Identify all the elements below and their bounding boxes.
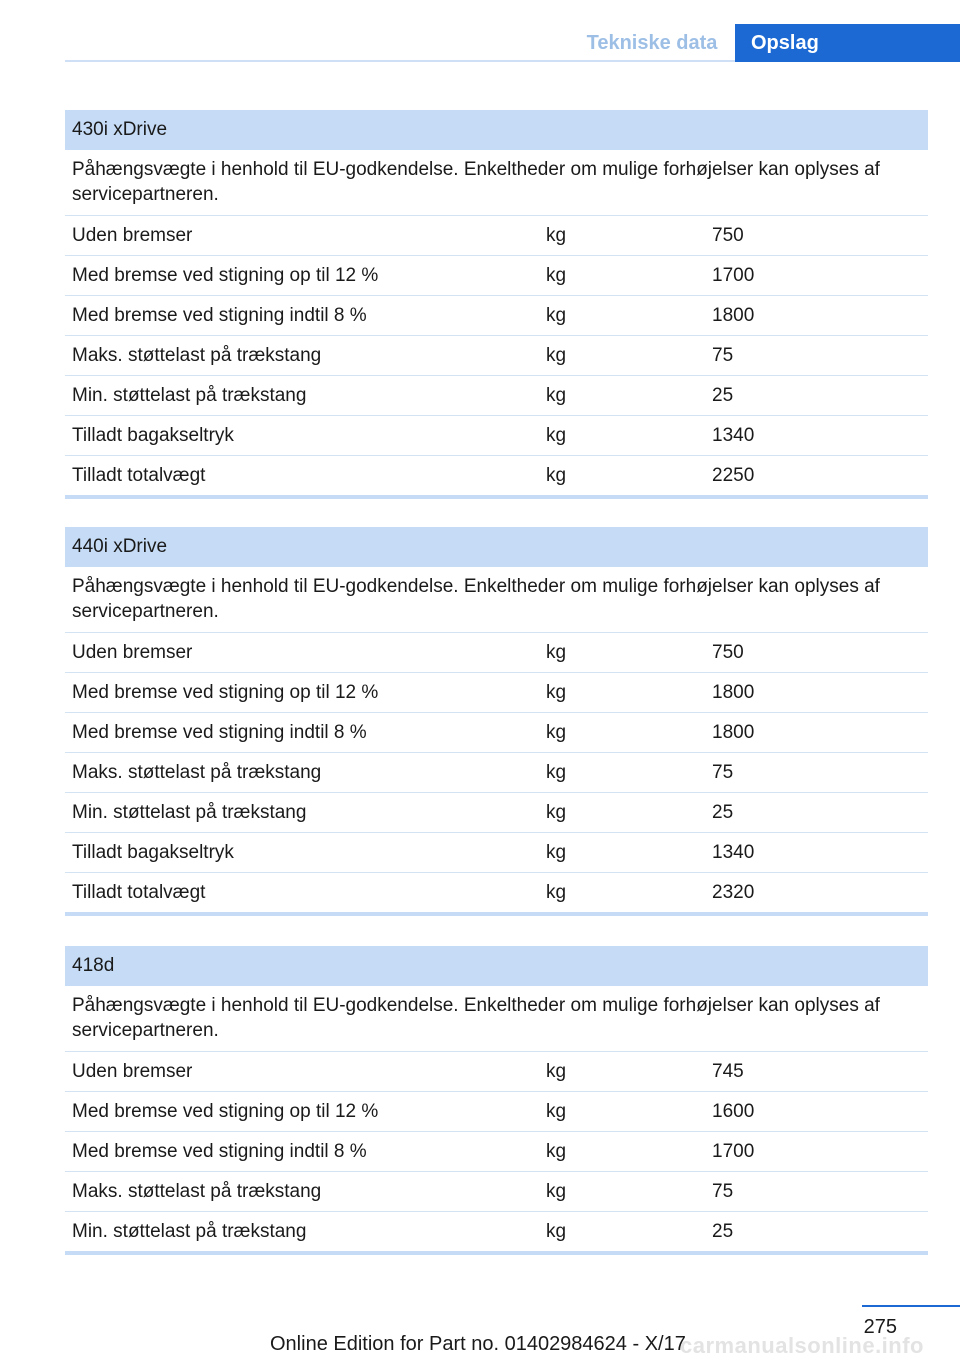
row-label: Uden bremser <box>72 224 193 246</box>
row-label: Med bremse ved stigning op til 12 % <box>72 681 379 703</box>
row-value: 1340 <box>712 841 755 863</box>
row-value: 1340 <box>712 424 755 446</box>
row-value: 1800 <box>712 721 755 743</box>
row-label: Tilladt totalvægt <box>72 881 206 903</box>
spec-table-430i <box>65 110 928 499</box>
row-label: Tilladt bagakseltryk <box>72 424 234 446</box>
table-row <box>65 296 928 336</box>
row-unit: kg <box>546 1060 567 1082</box>
row-unit: kg <box>546 641 567 663</box>
table-row <box>65 1092 928 1132</box>
row-value: 25 <box>712 1220 734 1242</box>
table-row <box>65 713 928 753</box>
table-model-heading: 418d <box>65 946 928 986</box>
row-label: Med bremse ved stigning op til 12 % <box>72 1100 379 1122</box>
row-value: 1700 <box>712 264 755 286</box>
row-unit: kg <box>546 384 567 406</box>
row-unit: kg <box>546 1140 567 1162</box>
row-unit: kg <box>546 224 567 246</box>
row-label: Uden bremser <box>72 641 193 663</box>
table-row <box>65 633 928 673</box>
table-row <box>65 336 928 376</box>
row-value: 1800 <box>712 681 755 703</box>
table-row <box>65 1132 928 1172</box>
table-row <box>65 793 928 833</box>
row-label: Maks. støttelast på trækstang <box>72 344 322 366</box>
row-label: Tilladt bagakseltryk <box>72 841 234 863</box>
row-unit: kg <box>546 464 567 486</box>
row-value: 75 <box>712 1180 734 1202</box>
row-label: Min. støttelast på trækstang <box>72 1220 307 1242</box>
row-label: Tilladt totalvægt <box>72 464 206 486</box>
table-row <box>65 833 928 873</box>
row-value: 750 <box>712 641 744 663</box>
row-label: Uden bremser <box>72 1060 193 1082</box>
table-row <box>65 416 928 456</box>
table-note: Påhængsvægte i henhold til EU-godkendelse. Enkeltheder om mulige forhøjelser kan oplyses af servicepartneren. <box>65 986 928 1052</box>
table-note: Påhængsvægte i henhold til EU-godkendelse. Enkeltheder om mulige forhøjelser kan oplyses af servicepartneren. <box>65 150 928 216</box>
page-number: 275 <box>863 1316 897 1338</box>
row-unit: kg <box>546 1180 567 1202</box>
row-label: Med bremse ved stigning indtil 8 % <box>72 304 367 326</box>
spec-table-440i <box>65 527 928 916</box>
row-unit: kg <box>546 1220 567 1242</box>
table-row <box>65 1052 928 1092</box>
table-row <box>65 1212 928 1255</box>
row-label: Med bremse ved stigning op til 12 % <box>72 264 379 286</box>
row-label: Maks. støttelast på trækstang <box>72 1180 322 1202</box>
table-row <box>65 376 928 416</box>
row-unit: kg <box>546 881 567 903</box>
row-unit: kg <box>546 801 567 823</box>
row-unit: kg <box>546 344 567 366</box>
row-value: 2250 <box>712 464 755 486</box>
table-row <box>65 673 928 713</box>
table-row <box>65 873 928 916</box>
table-row <box>65 753 928 793</box>
table-row <box>65 256 928 296</box>
table-model-heading: 430i xDrive <box>65 110 928 150</box>
table-model-heading: 440i xDrive <box>65 527 928 567</box>
row-value: 745 <box>712 1060 744 1082</box>
table-row <box>65 456 928 499</box>
tab-opslag[interactable]: Opslag <box>735 24 960 62</box>
row-label: Maks. støttelast på trækstang <box>72 761 322 783</box>
row-label: Min. støttelast på trækstang <box>72 801 307 823</box>
row-unit: kg <box>546 681 567 703</box>
row-unit: kg <box>546 1100 567 1122</box>
row-value: 1700 <box>712 1140 755 1162</box>
row-unit: kg <box>546 424 567 446</box>
footer-divider <box>862 1305 960 1307</box>
row-unit: kg <box>546 304 567 326</box>
spec-table-418d <box>65 946 928 1255</box>
row-value: 2320 <box>712 881 755 903</box>
row-value: 25 <box>712 384 734 406</box>
tab-tekniske-data[interactable]: Tekniske data <box>586 31 718 54</box>
row-unit: kg <box>546 761 567 783</box>
row-value: 1600 <box>712 1100 755 1122</box>
row-unit: kg <box>546 841 567 863</box>
row-label: Min. støttelast på trækstang <box>72 384 307 406</box>
row-value: 25 <box>712 801 734 823</box>
watermark-text: carmanualsonline.info <box>680 1333 924 1358</box>
row-value: 750 <box>712 224 744 246</box>
table-row <box>65 216 928 256</box>
row-unit: kg <box>546 264 567 286</box>
row-value: 75 <box>712 761 734 783</box>
row-value: 1800 <box>712 304 755 326</box>
table-row <box>65 1172 928 1212</box>
table-note: Påhængsvægte i henhold til EU-godkendelse. Enkeltheder om mulige forhøjelser kan oplyses af servicepartneren. <box>65 567 928 633</box>
row-value: 75 <box>712 344 734 366</box>
row-unit: kg <box>546 721 567 743</box>
row-label: Med bremse ved stigning indtil 8 % <box>72 1140 367 1162</box>
edition-text: Online Edition for Part no. 01402984624 - X/17 <box>270 1333 686 1355</box>
row-label: Med bremse ved stigning indtil 8 % <box>72 721 367 743</box>
